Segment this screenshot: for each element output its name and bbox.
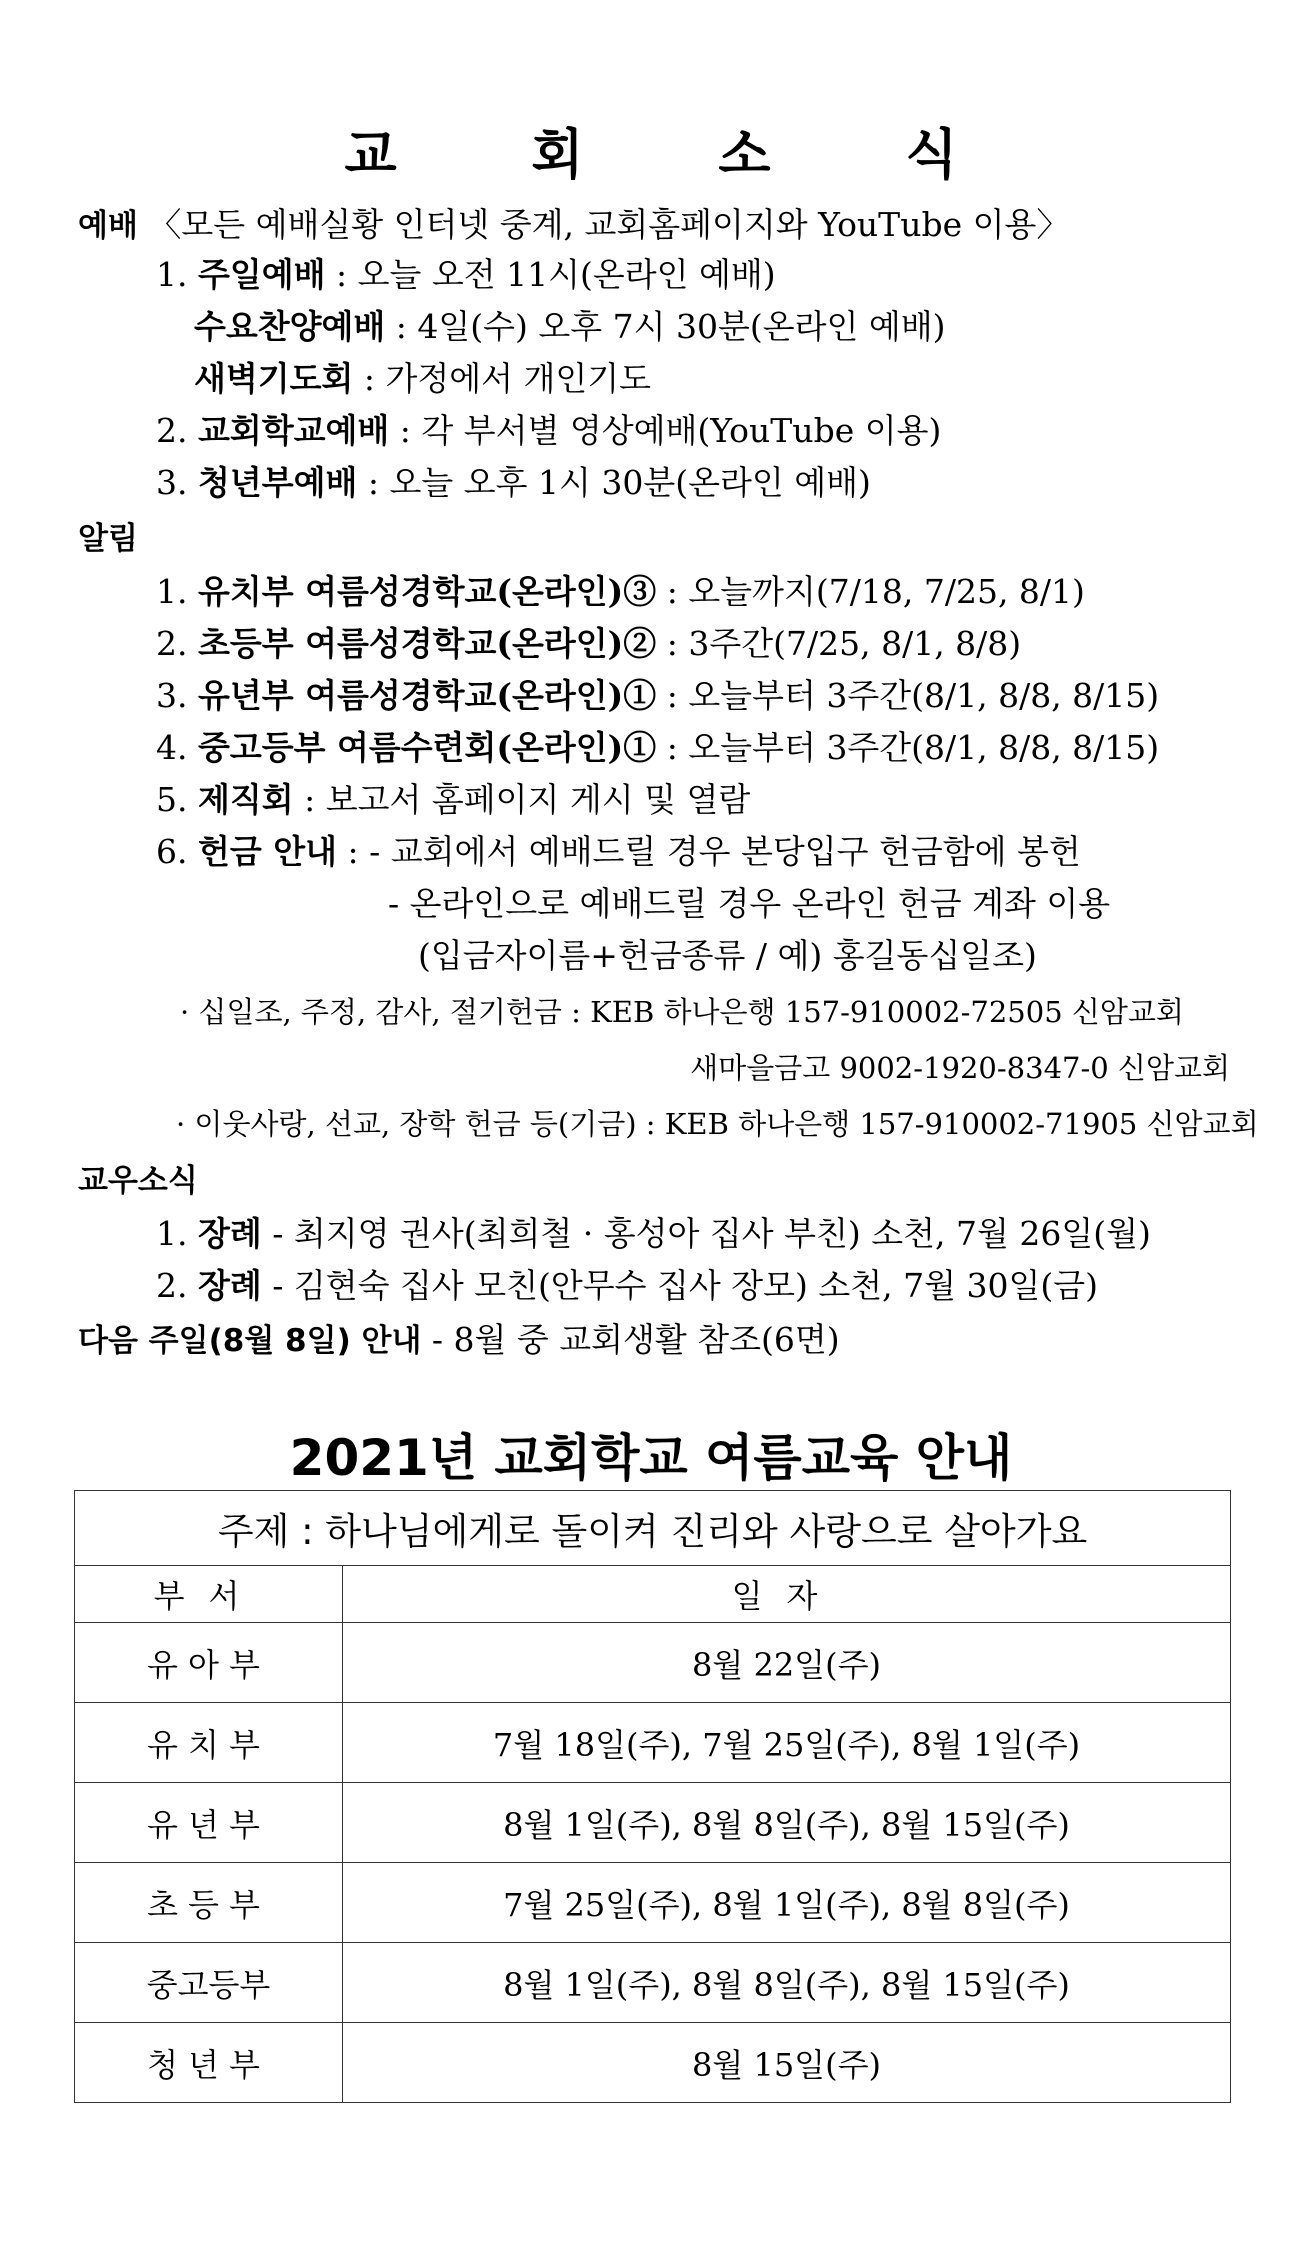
account-2: 새마을금고 9002-1920-8347-0 신암교회: [690, 1051, 1230, 1085]
worship-item-1: [156, 255, 776, 295]
dates-cell: 7월 25일(주), 8월 1일(주), 8월 8일(주): [343, 1863, 1231, 1943]
page-title: 교 회 소 식: [344, 123, 1016, 186]
dates-cell: 8월 1일(주), 8월 8일(주), 8월 15일(주): [343, 1783, 1231, 1863]
item-text: - 김현숙 집사 모친(안무수 집사 장모) 소천, 7월 30일(금): [272, 1266, 1098, 1305]
item-number: 1.: [156, 1214, 188, 1253]
worship-item-5: [156, 463, 871, 503]
item-text: : - 교회에서 예배드릴 경우 본당입구 헌금함에 봉헌: [347, 832, 1081, 871]
table-row: [75, 1623, 1231, 1703]
member-item-1: [156, 1214, 1151, 1254]
item-label: 헌금 안내: [198, 832, 338, 871]
account-1: · 십일조, 주정, 감사, 절기헌금 : KEB 하나은행 157-910002-72505 신암교회: [180, 995, 1184, 1029]
dept-cell: 초등부: [75, 1863, 343, 1943]
item-text: : 오늘 오후 1시 30분(온라인 예배): [367, 463, 871, 502]
members-heading-line: [78, 1160, 198, 1201]
next-sunday-line: [78, 1320, 840, 1361]
dates-cell: 7월 18일(주), 7월 25일(주), 8월 1일(주): [343, 1703, 1231, 1783]
table-row: [75, 1943, 1231, 2023]
col-header-dept: 부서: [75, 1566, 343, 1623]
dept-cell: 유치부: [75, 1703, 343, 1783]
item-label: 교회학교예배: [198, 411, 390, 450]
item-text: : 3주간(7/25, 8/1, 8/8): [666, 624, 1022, 663]
notices-heading-line: [78, 518, 138, 559]
item-label: 새벽기도회: [194, 359, 354, 398]
item-number: 6.: [156, 832, 188, 871]
table-row: [75, 1783, 1231, 1863]
table-row: [75, 1863, 1231, 1943]
item-number: 2.: [156, 411, 188, 450]
notice-item-3: [156, 676, 1159, 716]
notice-item-4: [156, 728, 1159, 768]
item-text: : 4일(수) 오후 7시 30분(온라인 예배): [395, 307, 946, 346]
item-label: 초등부 여름성경학교(온라인)②: [198, 624, 657, 663]
item-text: : 오늘부터 3주간(8/1, 8/8, 8/15): [666, 676, 1160, 715]
worship-heading-note: 〈모든 예배실황 인터넷 중계, 교회홈페이지와 YouTube 이용〉: [148, 205, 1070, 244]
item-text: : 가정에서 개인기도: [363, 359, 652, 398]
dates-cell: 8월 22일(주): [343, 1623, 1231, 1703]
item-label: 장례: [198, 1214, 262, 1253]
dept-cell: 청년부: [75, 2023, 343, 2103]
item-number: 2.: [156, 1266, 188, 1305]
summer-title: 2021년 교회학교 여름교육 안내: [289, 1429, 1013, 1487]
col-header-dates: 일자: [343, 1566, 1231, 1623]
notice-item-5: [156, 780, 750, 820]
item-label: 유치부 여름성경학교(온라인)③: [198, 572, 657, 611]
item-number: 4.: [156, 728, 188, 767]
dates-cell: 8월 1일(주), 8월 8일(주), 8월 15일(주): [343, 1943, 1231, 2023]
theme-row: [75, 1491, 1231, 1566]
member-item-2: [156, 1266, 1098, 1306]
item-label: 제직회: [198, 780, 294, 819]
item-text: : 각 부서별 영상예배(YouTube 이용): [399, 411, 942, 450]
summer-schedule-table: [74, 1490, 1231, 2103]
item-number: 5.: [156, 780, 188, 819]
next-sunday-text: - 8월 중 교회생활 참조(6면): [431, 1320, 840, 1359]
item-number: 3.: [156, 676, 188, 715]
item-label: 청년부예배: [198, 463, 358, 502]
item-number: 2.: [156, 624, 188, 663]
table-header-row: [75, 1566, 1231, 1623]
notice-item-1: [156, 572, 1085, 612]
item-number: 1.: [156, 255, 188, 294]
item-label: 유년부 여름성경학교(온라인)①: [198, 676, 657, 715]
offering-format: (입금자이름+헌금종류 / 예) 홍길동십일조): [418, 936, 1037, 975]
worship-heading: 예배: [78, 208, 138, 244]
dept-cell: 중고등부: [75, 1943, 343, 2023]
dates-cell: 8월 15일(주): [343, 2023, 1231, 2103]
account-3: · 이웃사랑, 선교, 장학 헌금 등(기금) : KEB 하나은행 157-910002-71905 신암교회: [176, 1107, 1259, 1141]
notices-heading: 알림: [78, 521, 138, 557]
item-text: - 최지영 권사(최희철 · 홍성아 집사 부친) 소천, 7월 26일(월): [272, 1214, 1151, 1253]
item-number: 1.: [156, 572, 188, 611]
item-label: 중고등부 여름수련회(온라인)①: [198, 728, 657, 767]
worship-item-3: [194, 359, 651, 399]
table-row: [75, 2023, 1231, 2103]
item-label: 장례: [198, 1266, 262, 1305]
table-row: [75, 1703, 1231, 1783]
item-text: : 오늘 오전 11시(온라인 예배): [336, 255, 776, 294]
notice-item-6: [156, 832, 1081, 872]
item-text: : 보고서 홈페이지 게시 및 열람: [304, 780, 751, 819]
item-label: 수요찬양예배: [194, 307, 386, 346]
next-sunday-label: 다음 주일(8월 8일) 안내: [78, 1323, 422, 1359]
offering-online: - 온라인으로 예배드릴 경우 온라인 헌금 계좌 이용: [388, 884, 1111, 923]
item-text: : 오늘부터 3주간(8/1, 8/8, 8/15): [666, 728, 1160, 767]
members-heading: 교우소식: [78, 1163, 198, 1199]
worship-heading-line: [78, 205, 1069, 246]
worship-item-2: [194, 307, 946, 347]
dept-cell: 유아부: [75, 1623, 343, 1703]
worship-item-4: [156, 411, 941, 451]
item-number: 3.: [156, 463, 188, 502]
item-label: 주일예배: [198, 255, 326, 294]
item-text: : 오늘까지(7/18, 7/25, 8/1): [666, 572, 1085, 611]
notice-item-2: [156, 624, 1021, 664]
theme-cell: 주제 : 하나님에게로 돌이켜 진리와 사랑으로 살아가요: [75, 1491, 1231, 1566]
dept-cell: 유년부: [75, 1783, 343, 1863]
